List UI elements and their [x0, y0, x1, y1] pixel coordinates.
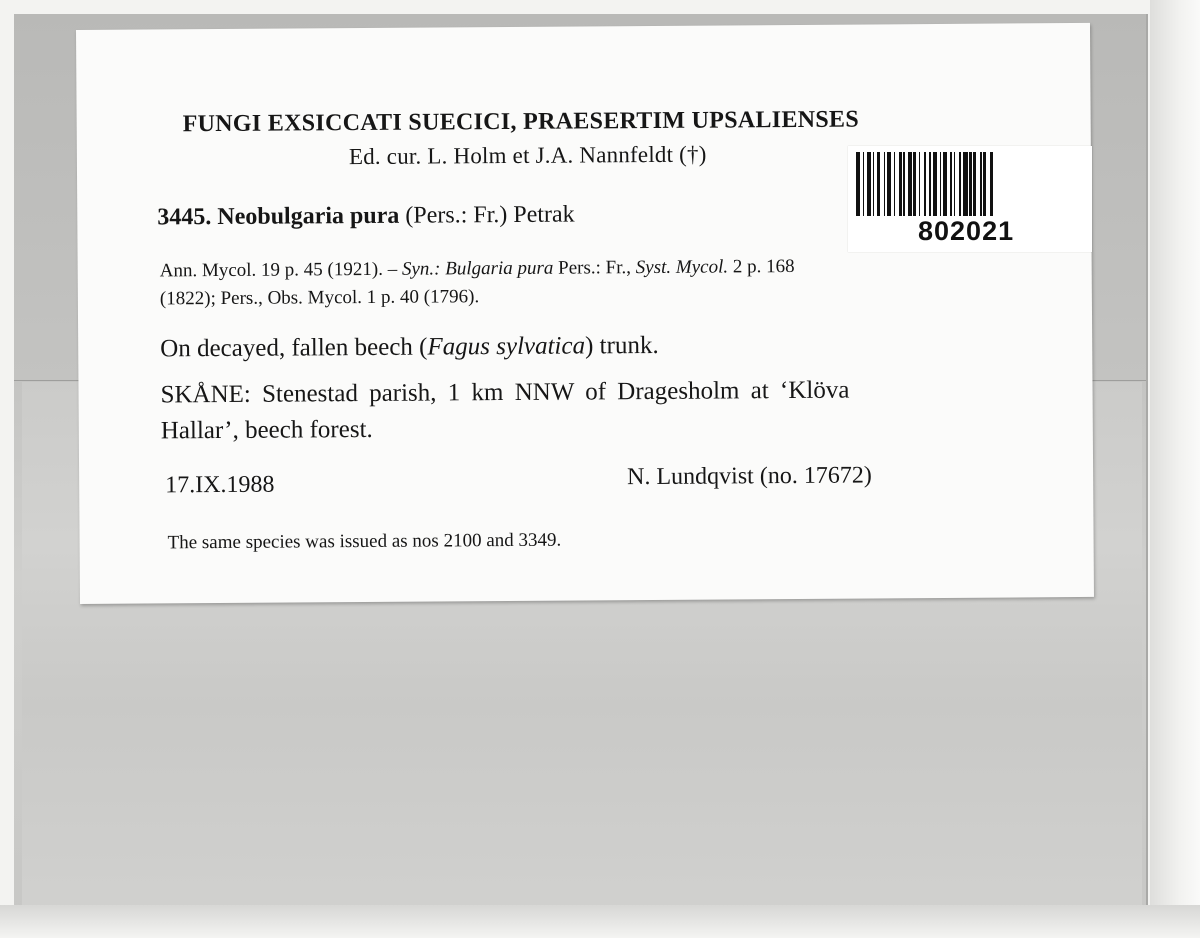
- locality-line-2: Hallar’, beech forest.: [160, 415, 373, 445]
- specimen-label: [76, 23, 1094, 604]
- background-edge: [1150, 0, 1200, 938]
- synonym-prefix: Syn.:: [401, 258, 446, 280]
- substrate-line: [160, 332, 659, 363]
- barcode-number: 802021: [918, 216, 1015, 246]
- synonym-name: Bulgaria pura: [445, 257, 554, 280]
- synonym-authority: Pers.: Fr.,: [553, 257, 636, 279]
- barcode-icon: [856, 152, 1074, 216]
- collector: N. Lundqvist (no. 17672): [627, 462, 872, 491]
- locality-line-1: SKÅNE: Stenestad parish, 1 km NNW of Dragesholm at ‘Klöva: [160, 376, 850, 409]
- reference-citation: Ann. Mycol. 19 p. 45 (1921). –: [159, 258, 402, 282]
- species-number-and-name: 3445. Neobulgaria pura: [157, 202, 400, 231]
- collection-date: 17.IX.1988: [165, 471, 275, 499]
- reference-line-1: [160, 253, 795, 285]
- editors-line: Ed. cur. L. Holm et J.A. Nannfeldt (†): [348, 141, 707, 170]
- synonym-page: 2 p. 168: [727, 255, 795, 278]
- species-line: [157, 202, 575, 232]
- background-edge-bottom: [0, 905, 1200, 938]
- substrate-end: ) trunk.: [584, 331, 659, 360]
- species-authority: (Pers.: Fr.) Petrak: [405, 201, 575, 229]
- series-title: FUNGI EXSICCATI SUECICI, PRAESERTIM UPSALIENSES: [182, 106, 860, 138]
- synonym-work: Syst. Mycol.: [635, 256, 729, 279]
- label-note: The same species was issued as nos 2100 and 3349.: [167, 529, 562, 554]
- barcode-sticker: [848, 146, 1092, 252]
- host-name: Fagus sylvatica: [427, 332, 586, 361]
- substrate-text: On decayed, fallen beech (: [160, 333, 428, 363]
- reference-line-2: (1822); Pers., Obs. Mycol. 1 p. 40 (1796).: [159, 286, 480, 310]
